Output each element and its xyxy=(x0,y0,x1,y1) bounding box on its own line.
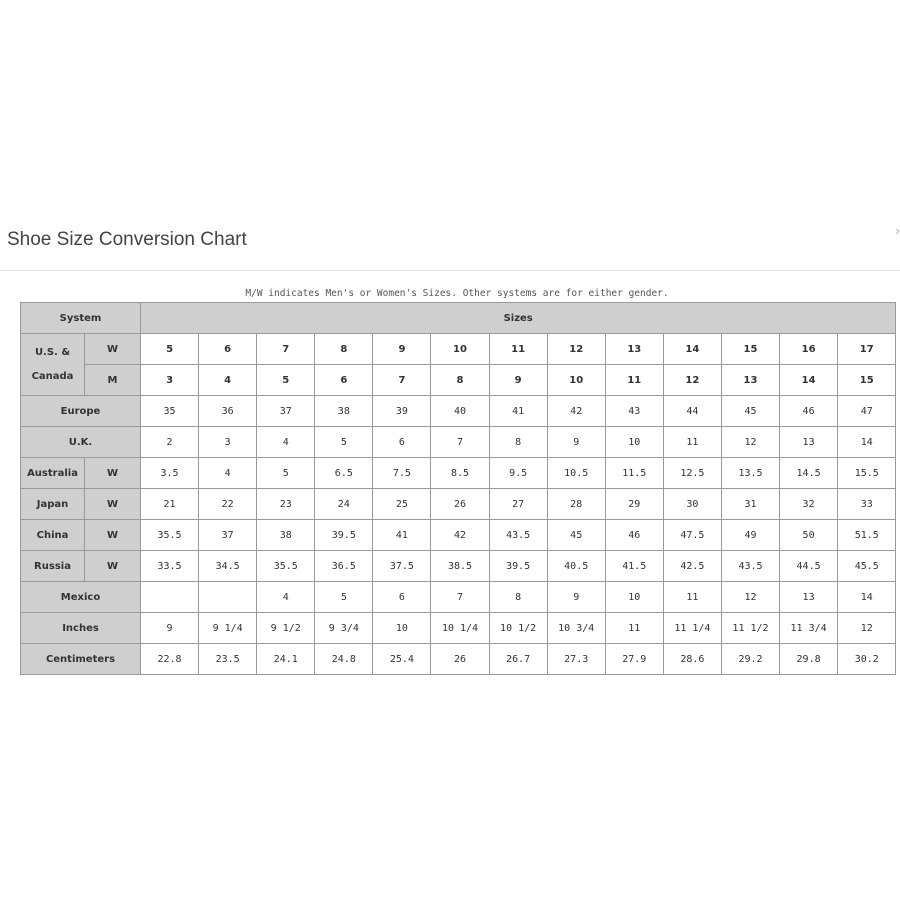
size-cell: 7 xyxy=(373,365,431,396)
size-cell: 6 xyxy=(373,427,431,458)
size-cell: 30 xyxy=(663,489,721,520)
size-cell: 38.5 xyxy=(431,551,489,582)
header-row xyxy=(21,303,896,334)
gender-label-m: M xyxy=(85,365,141,396)
size-cell: 45 xyxy=(721,396,779,427)
us-canada-label-line: Canada xyxy=(31,370,74,382)
size-cell: 45.5 xyxy=(838,551,896,582)
size-cell: 49 xyxy=(721,520,779,551)
table-row xyxy=(21,427,896,458)
size-cell: 3 xyxy=(141,365,199,396)
us-canada-label xyxy=(21,334,85,396)
size-cell: 28 xyxy=(547,489,605,520)
size-cell: 43.5 xyxy=(721,551,779,582)
size-cell: 5 xyxy=(315,582,373,613)
system-label: Mexico xyxy=(21,582,141,613)
table-row xyxy=(21,396,896,427)
size-cell: 11 xyxy=(605,365,663,396)
size-cell: 11 1/4 xyxy=(663,613,721,644)
size-cell: 41 xyxy=(373,520,431,551)
size-cell: 8 xyxy=(315,334,373,365)
size-cell: 9 1/2 xyxy=(257,613,315,644)
size-cell: 4 xyxy=(257,427,315,458)
size-cell: 11.5 xyxy=(605,458,663,489)
table-row xyxy=(21,613,896,644)
size-cell: 13.5 xyxy=(721,458,779,489)
size-cell: 34.5 xyxy=(199,551,257,582)
size-cell: 8.5 xyxy=(431,458,489,489)
size-cell: 43.5 xyxy=(489,520,547,551)
size-cell: 42 xyxy=(547,396,605,427)
size-cell: 8 xyxy=(489,582,547,613)
size-cell: 8 xyxy=(489,427,547,458)
size-cell: 10 xyxy=(547,365,605,396)
size-cell: 12 xyxy=(721,427,779,458)
us-canada-men-row xyxy=(21,365,896,396)
size-conversion-table xyxy=(20,302,896,675)
size-cell: 42.5 xyxy=(663,551,721,582)
page-title: Shoe Size Conversion Chart xyxy=(7,229,247,250)
table-row xyxy=(21,582,896,613)
size-cell: 37 xyxy=(257,396,315,427)
size-cell: 32 xyxy=(780,489,838,520)
size-cell: 46 xyxy=(780,396,838,427)
size-cell: 17 xyxy=(838,334,896,365)
size-cell: 11 xyxy=(489,334,547,365)
size-cell: 47 xyxy=(838,396,896,427)
size-cell: 6 xyxy=(199,334,257,365)
size-cell: 10 3/4 xyxy=(547,613,605,644)
size-cell: 27 xyxy=(489,489,547,520)
size-cell: 6.5 xyxy=(315,458,373,489)
size-cell: 27.9 xyxy=(605,644,663,675)
system-label: Russia xyxy=(21,551,85,582)
size-cell: 44.5 xyxy=(780,551,838,582)
gender-label: W xyxy=(85,551,141,582)
size-cell: 11 xyxy=(605,613,663,644)
size-cell: 4 xyxy=(257,582,315,613)
size-cell: 22 xyxy=(199,489,257,520)
size-cell: 11 xyxy=(663,427,721,458)
size-cell: 9 3/4 xyxy=(315,613,373,644)
size-cell: 13 xyxy=(605,334,663,365)
size-cell: 22.8 xyxy=(141,644,199,675)
size-cell: 11 1/2 xyxy=(721,613,779,644)
size-cell: 13 xyxy=(721,365,779,396)
size-cell: 39.5 xyxy=(315,520,373,551)
size-cell: 38 xyxy=(257,520,315,551)
size-cell: 7 xyxy=(431,582,489,613)
size-cell: 11 3/4 xyxy=(780,613,838,644)
size-cell: 29 xyxy=(605,489,663,520)
size-cell xyxy=(141,582,199,613)
size-cell: 7 xyxy=(257,334,315,365)
size-cell: 35 xyxy=(141,396,199,427)
size-cell: 27.3 xyxy=(547,644,605,675)
system-header: System xyxy=(21,303,141,334)
size-cell: 14.5 xyxy=(780,458,838,489)
size-cell: 10.5 xyxy=(547,458,605,489)
size-cell: 44 xyxy=(663,396,721,427)
size-cell: 15.5 xyxy=(838,458,896,489)
size-cell: 33 xyxy=(838,489,896,520)
table-row xyxy=(21,644,896,675)
size-cell: 36.5 xyxy=(315,551,373,582)
size-cell: 42 xyxy=(431,520,489,551)
size-cell: 21 xyxy=(141,489,199,520)
size-cell: 35.5 xyxy=(257,551,315,582)
size-cell: 9 xyxy=(141,613,199,644)
size-cell: 24.8 xyxy=(315,644,373,675)
size-cell: 10 xyxy=(373,613,431,644)
size-cell: 7.5 xyxy=(373,458,431,489)
size-cell: 23 xyxy=(257,489,315,520)
close-icon[interactable]: › xyxy=(895,224,900,238)
table-body xyxy=(21,303,896,675)
system-label: Japan xyxy=(21,489,85,520)
size-cell: 10 1/4 xyxy=(431,613,489,644)
size-cell: 26 xyxy=(431,644,489,675)
size-cell: 9 xyxy=(373,334,431,365)
system-label: Inches xyxy=(21,613,141,644)
system-label: U.K. xyxy=(21,427,141,458)
size-cell: 39.5 xyxy=(489,551,547,582)
size-cell: 7 xyxy=(431,427,489,458)
size-cell: 9 1/4 xyxy=(199,613,257,644)
size-cell xyxy=(199,582,257,613)
size-cell: 3.5 xyxy=(141,458,199,489)
system-label: Australia xyxy=(21,458,85,489)
size-cell: 4 xyxy=(199,458,257,489)
size-cell: 33.5 xyxy=(141,551,199,582)
size-cell: 13 xyxy=(780,427,838,458)
system-label: China xyxy=(21,520,85,551)
size-cell: 25.4 xyxy=(373,644,431,675)
size-cell: 12.5 xyxy=(663,458,721,489)
size-cell: 11 xyxy=(663,582,721,613)
size-cell: 5 xyxy=(141,334,199,365)
size-cell: 29.2 xyxy=(721,644,779,675)
size-cell: 37 xyxy=(199,520,257,551)
size-cell: 12 xyxy=(663,365,721,396)
size-cell: 24 xyxy=(315,489,373,520)
size-cell: 41 xyxy=(489,396,547,427)
size-cell: 9 xyxy=(547,427,605,458)
size-cell: 15 xyxy=(838,365,896,396)
size-cell: 5 xyxy=(315,427,373,458)
size-cell: 26.7 xyxy=(489,644,547,675)
size-cell: 14 xyxy=(663,334,721,365)
size-cell: 51.5 xyxy=(838,520,896,551)
size-cell: 38 xyxy=(315,396,373,427)
size-cell: 16 xyxy=(780,334,838,365)
size-cell: 31 xyxy=(721,489,779,520)
size-cell: 14 xyxy=(838,582,896,613)
gender-label: W xyxy=(85,520,141,551)
size-cell: 40.5 xyxy=(547,551,605,582)
size-cell: 6 xyxy=(373,582,431,613)
system-label: Centimeters xyxy=(21,644,141,675)
size-cell: 37.5 xyxy=(373,551,431,582)
gender-label-w: W xyxy=(85,334,141,365)
size-cell: 50 xyxy=(780,520,838,551)
gender-label: W xyxy=(85,489,141,520)
us-canada-women-row xyxy=(21,334,896,365)
us-canada-label-line: U.S. & xyxy=(34,346,71,358)
size-cell: 39 xyxy=(373,396,431,427)
size-cell: 10 xyxy=(605,427,663,458)
size-cell: 40 xyxy=(431,396,489,427)
size-cell: 29.8 xyxy=(780,644,838,675)
size-cell: 9 xyxy=(489,365,547,396)
size-cell: 45 xyxy=(547,520,605,551)
size-cell: 9 xyxy=(547,582,605,613)
size-cell: 10 xyxy=(431,334,489,365)
size-cell: 24.1 xyxy=(257,644,315,675)
size-cell: 12 xyxy=(721,582,779,613)
size-cell: 47.5 xyxy=(663,520,721,551)
size-cell: 43 xyxy=(605,396,663,427)
size-cell: 10 1/2 xyxy=(489,613,547,644)
gender-label: W xyxy=(85,458,141,489)
modal-header xyxy=(0,220,900,271)
size-cell: 23.5 xyxy=(199,644,257,675)
size-cell: 12 xyxy=(838,613,896,644)
chart-note: M/W indicates Men's or Women's Sizes. Other systems are for either gender. xyxy=(245,288,669,299)
size-cell: 14 xyxy=(838,427,896,458)
system-label: Europe xyxy=(21,396,141,427)
size-cell: 36 xyxy=(199,396,257,427)
size-cell: 10 xyxy=(605,582,663,613)
size-cell: 3 xyxy=(199,427,257,458)
table-row xyxy=(21,551,896,582)
size-cell: 8 xyxy=(431,365,489,396)
sizes-header: Sizes xyxy=(141,303,896,334)
size-cell: 4 xyxy=(199,365,257,396)
size-cell: 30.2 xyxy=(838,644,896,675)
size-cell: 14 xyxy=(780,365,838,396)
size-cell: 26 xyxy=(431,489,489,520)
table-row xyxy=(21,458,896,489)
size-cell: 9.5 xyxy=(489,458,547,489)
size-cell: 28.6 xyxy=(663,644,721,675)
size-cell: 5 xyxy=(257,458,315,489)
size-cell: 25 xyxy=(373,489,431,520)
size-cell: 12 xyxy=(547,334,605,365)
size-cell: 2 xyxy=(141,427,199,458)
table-row xyxy=(21,489,896,520)
size-cell: 15 xyxy=(721,334,779,365)
table-row xyxy=(21,520,896,551)
size-cell: 35.5 xyxy=(141,520,199,551)
size-cell: 6 xyxy=(315,365,373,396)
size-cell: 13 xyxy=(780,582,838,613)
size-cell: 41.5 xyxy=(605,551,663,582)
size-cell: 46 xyxy=(605,520,663,551)
size-cell: 5 xyxy=(257,365,315,396)
